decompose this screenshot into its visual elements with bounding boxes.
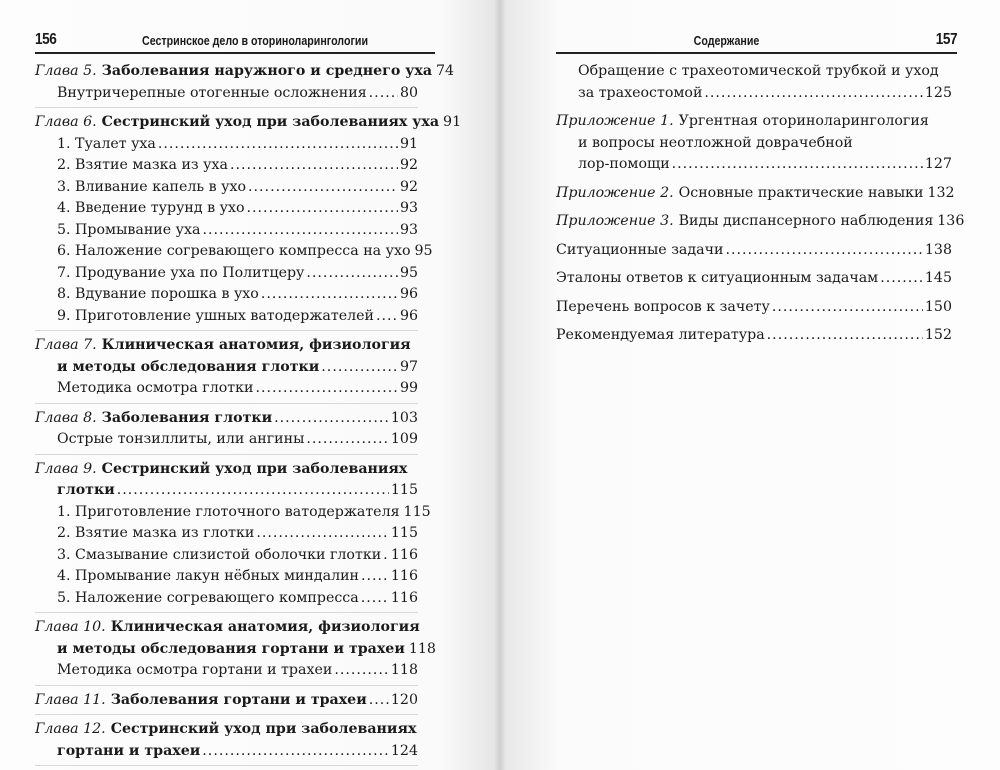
toc-page-number: 80 (399, 84, 418, 101)
toc-entry-prefix: Глава 7. (35, 337, 97, 353)
toc-entry-line (556, 83, 952, 105)
toc-entry-prefix: Глава 10. (35, 619, 106, 635)
toc-group (556, 210, 965, 236)
dot-leader (321, 357, 398, 379)
dot-leader (202, 741, 389, 763)
toc-page-number: 91 (443, 114, 462, 130)
toc-entry-title: за трахеостомой (578, 84, 703, 101)
toc-entry-title: лор-помощи (578, 156, 670, 172)
toc-entry (35, 134, 418, 156)
toc-entry (556, 297, 952, 319)
toc-page-number: 93 (399, 221, 418, 238)
toc-entry (556, 61, 952, 104)
toc-page-number: 109 (390, 431, 418, 447)
toc-entry-line (556, 111, 952, 133)
toc-page-number: 118 (408, 640, 436, 657)
toc-entry-line (35, 480, 418, 502)
page-header (556, 30, 957, 54)
toc-entry-title: 6. Наложение согревающего компресса на ухо (57, 243, 411, 259)
toc-entry-line (35, 220, 418, 242)
toc-entry (35, 220, 418, 242)
toc-page-number: 120 (390, 691, 418, 708)
toc-page-number: 92 (399, 178, 418, 195)
toc-page-number: 127 (924, 156, 952, 172)
toc-entry-line (556, 154, 952, 176)
toc-entry-line (35, 617, 418, 639)
toc-entry-title: Внутричерепные отогенные осложнения (57, 84, 367, 101)
toc-entry-line (556, 183, 955, 205)
toc-page-number: 145 (924, 270, 952, 286)
dot-leader (672, 154, 923, 176)
toc-page-number: 125 (924, 84, 952, 101)
toc-page-number: 116 (390, 589, 418, 606)
toc-page-number: 74 (436, 63, 455, 79)
toc-entry-line (35, 588, 418, 610)
toc-page-number: 115 (403, 503, 431, 520)
toc-entry-title: 1. Приготовление глоточного ватодержателя (57, 503, 400, 520)
toc-entry (35, 660, 418, 682)
toc-entry-line (35, 155, 418, 177)
toc-entry (556, 325, 952, 347)
page-number: 157 (935, 31, 957, 48)
dot-leader (376, 306, 398, 328)
toc-group (556, 182, 955, 208)
dot-leader (248, 177, 398, 199)
toc-entry (35, 61, 455, 83)
toc-entry-line (35, 408, 418, 430)
dot-leader (202, 220, 397, 242)
toc-entry (35, 177, 418, 199)
toc-page-number: 91 (399, 135, 418, 152)
dot-leader (704, 83, 923, 105)
toc-page-number: 97 (399, 358, 418, 375)
toc-entry (35, 690, 418, 712)
toc-entry-title: Ситуационные задачи (556, 241, 724, 258)
toc-entry (556, 240, 952, 262)
toc-entry (35, 617, 436, 660)
toc-entry-line (35, 502, 431, 524)
toc-entry-line (35, 284, 418, 306)
toc-entry-title: Заболевания глотки (101, 409, 273, 426)
dot-leader (383, 545, 389, 567)
page-header (35, 30, 435, 54)
toc-entry-line (35, 459, 418, 481)
toc-entry (35, 83, 418, 105)
page-number: 156 (35, 31, 57, 48)
toc-entry-prefix: Приложение 2. (556, 184, 674, 201)
dot-leader (256, 523, 389, 545)
toc-entry (35, 502, 431, 524)
toc-entry (35, 241, 433, 263)
toc-entry-line (556, 297, 952, 319)
toc-group (556, 110, 952, 179)
toc-entry-line (556, 133, 952, 155)
toc-entry-title: 9. Приготовление ушных ватодержателей (57, 307, 375, 324)
toc-entry-title: 4. Введение турунд в ухо (57, 200, 245, 216)
toc-group (556, 324, 952, 350)
toc-entry-line (35, 306, 418, 328)
toc-entry-prefix: Приложение 3. (556, 213, 674, 229)
toc-entry (35, 408, 418, 430)
dot-leader (767, 325, 923, 347)
toc-entry (35, 112, 462, 134)
toc-entry-line (35, 263, 418, 285)
toc-entry-title: Эталоны ответов к ситуационным задачам (556, 270, 879, 286)
toc-entry-title: и методы обследования глотки (57, 358, 320, 375)
dot-leader (725, 240, 922, 262)
toc-group (35, 689, 418, 716)
toc-page-number: 150 (924, 298, 952, 315)
toc-page-number: 132 (927, 184, 955, 201)
toc-page-number: 96 (399, 286, 418, 302)
toc-entry-title: 3. Вливание капель в ухо (57, 178, 247, 195)
toc-list (35, 60, 462, 769)
toc-entry-title: Обращение с трахеотомической трубкой и уход (578, 63, 939, 79)
toc-entry-line (35, 335, 418, 357)
toc-entry-title: 2. Взятие мазка из уха (57, 157, 228, 173)
toc-page-number: 96 (399, 307, 418, 324)
toc-group (35, 616, 436, 686)
toc-entry-prefix: Глава 9. (35, 460, 97, 477)
toc-group (35, 407, 418, 455)
toc-entry-line (556, 268, 952, 290)
toc-entry-title: Сестринский уход при заболеваниях уха (101, 114, 440, 130)
toc-page-number: 116 (390, 568, 418, 584)
toc-entry-title: 3. Смазывание слизистой оболочки глотки (57, 546, 382, 563)
toc-entry (556, 111, 952, 176)
toc-page-number: 115 (390, 482, 418, 498)
toc-entry-title: и методы обследования гортани и трахеи (57, 640, 405, 657)
toc-group (35, 334, 418, 404)
toc-entry-title: Заболевания наружного и среднего уха (101, 63, 433, 79)
dot-leader (361, 588, 389, 610)
dot-leader (306, 263, 398, 285)
dot-leader (274, 408, 389, 430)
dot-leader (361, 566, 389, 588)
toc-entry-prefix: Глава 5. (35, 63, 97, 79)
toc-entry-title: 5. Промывание уха (57, 221, 201, 238)
toc-entry-line (35, 134, 418, 156)
dot-leader (117, 480, 389, 502)
toc-entry-title: Клиническая анатомия, физиология (110, 619, 420, 635)
toc-entry-title: и вопросы неотложной доврачебной (578, 134, 853, 151)
toc-page-number: 118 (390, 662, 418, 678)
toc-page-number: 92 (399, 157, 418, 173)
toc-entry (35, 523, 418, 545)
toc-entry-title: Ургентная оториноларингология (678, 113, 929, 129)
toc-entry (556, 268, 952, 290)
toc-group (35, 458, 431, 614)
toc-entry-title: Острые тонзиллиты, или ангины (57, 431, 305, 447)
toc-entry-line (35, 719, 418, 741)
toc-page-number: 124 (390, 742, 418, 759)
dot-leader (772, 297, 923, 319)
toc-entry-line (35, 566, 418, 588)
toc-group (35, 111, 462, 331)
toc-entry-line (35, 357, 418, 379)
toc-entry-line (35, 241, 433, 263)
toc-entry-line (35, 61, 455, 83)
toc-entry-title: Методика осмотра глотки (57, 380, 254, 396)
toc-entry (35, 263, 418, 285)
toc-page-number: 95 (399, 264, 418, 281)
toc-entry-prefix: Глава 11. (35, 691, 106, 708)
toc-page-number: 138 (924, 241, 952, 258)
toc-entry-line (35, 83, 418, 105)
toc-entry (35, 719, 418, 762)
toc-entry (35, 335, 418, 378)
dot-leader (230, 155, 398, 177)
toc-entry-title: 8. Вдувание порошка в ухо (57, 286, 259, 302)
running-head: Содержание (693, 33, 760, 48)
dot-leader (261, 284, 398, 306)
toc-entry-line (35, 523, 418, 545)
toc-entry (35, 566, 418, 588)
toc-page-number: 115 (390, 525, 418, 541)
toc-entry-prefix: Приложение 1. (556, 113, 674, 129)
toc-entry-line (35, 741, 418, 763)
toc-group (556, 267, 952, 293)
toc-entry-title: Заболевания гортани и трахеи (110, 691, 367, 708)
toc-entry (35, 459, 418, 502)
toc-entry-title: Перечень вопросов к зачету (556, 298, 770, 315)
toc-entry-title: 7. Продувание уха по Политцеру (57, 264, 305, 281)
toc-page-number: 103 (390, 409, 418, 426)
running-head: Сестринское дело в оториноларингологии (141, 33, 369, 48)
toc-entry-title: Сестринский уход при заболеваниях (110, 721, 417, 737)
toc-entry-line (35, 639, 436, 661)
toc-entry-line (35, 198, 418, 220)
toc-entry (556, 183, 955, 205)
toc-entry (35, 588, 418, 610)
toc-entry-title: Методика осмотра гортани и трахеи (57, 662, 333, 678)
toc-entry (35, 284, 418, 306)
toc-entry-title: 5. Наложение согревающего компресса (57, 589, 359, 606)
toc-entry-title: 1. Туалет уха (57, 135, 156, 152)
toc-entry (556, 211, 965, 233)
toc-group (35, 60, 455, 108)
dot-leader (158, 134, 398, 156)
toc-entry (35, 306, 418, 328)
toc-page-number: 152 (924, 327, 952, 343)
toc-entry (35, 545, 418, 567)
toc-entry-prefix: Глава 8. (35, 409, 97, 426)
toc-entry-prefix: Глава 6. (35, 114, 97, 130)
dot-leader (255, 378, 397, 400)
toc-entry-title: Основные практические навыки (678, 184, 924, 201)
toc-page-number: 136 (937, 213, 965, 229)
toc-entry-title: Рекомендуемая литература (556, 327, 765, 343)
toc-page-number: 116 (390, 546, 418, 563)
toc-entry-line (556, 211, 965, 233)
toc-entry (35, 429, 418, 451)
toc-entry-title: 2. Взятие мазка из глотки (57, 525, 255, 541)
toc-entry-title: 4. Промывание лакун нёбных миндалин (57, 568, 360, 584)
toc-entry-line (35, 690, 418, 712)
toc-entry-line (35, 112, 462, 134)
toc-entry-title: Виды диспансерного наблюдения (678, 213, 934, 229)
dot-leader (334, 660, 389, 682)
dot-leader (247, 198, 398, 220)
toc-page-number: 93 (399, 200, 418, 216)
toc-group (35, 718, 418, 766)
toc-entry-line (35, 378, 418, 400)
dot-leader (880, 268, 923, 290)
toc-entry-title: глотки (57, 482, 115, 498)
toc-entry (35, 378, 418, 400)
toc-entry-line (35, 429, 418, 451)
toc-entry-line (556, 61, 952, 83)
toc-entry-line (556, 240, 952, 262)
dot-leader (369, 83, 398, 105)
toc-group (556, 239, 952, 265)
toc-entry (35, 198, 418, 220)
toc-entry-line (35, 660, 418, 682)
toc-entry-line (35, 177, 418, 199)
toc-group (556, 296, 952, 322)
toc-group (556, 60, 952, 107)
toc-entry-title: гортани и трахеи (57, 742, 201, 759)
toc-list (556, 60, 965, 353)
toc-page-number: 95 (414, 243, 433, 259)
dot-leader (369, 690, 389, 712)
toc-entry-title: Клиническая анатомия, физиология (101, 337, 411, 353)
toc-entry-line (556, 325, 952, 347)
toc-entry-line (35, 545, 418, 567)
dot-leader (306, 429, 389, 451)
toc-entry (35, 155, 418, 177)
toc-page-number: 99 (399, 380, 418, 396)
toc-entry-prefix: Глава 12. (35, 721, 106, 737)
toc-entry-title: Сестринский уход при заболеваниях (101, 460, 408, 477)
